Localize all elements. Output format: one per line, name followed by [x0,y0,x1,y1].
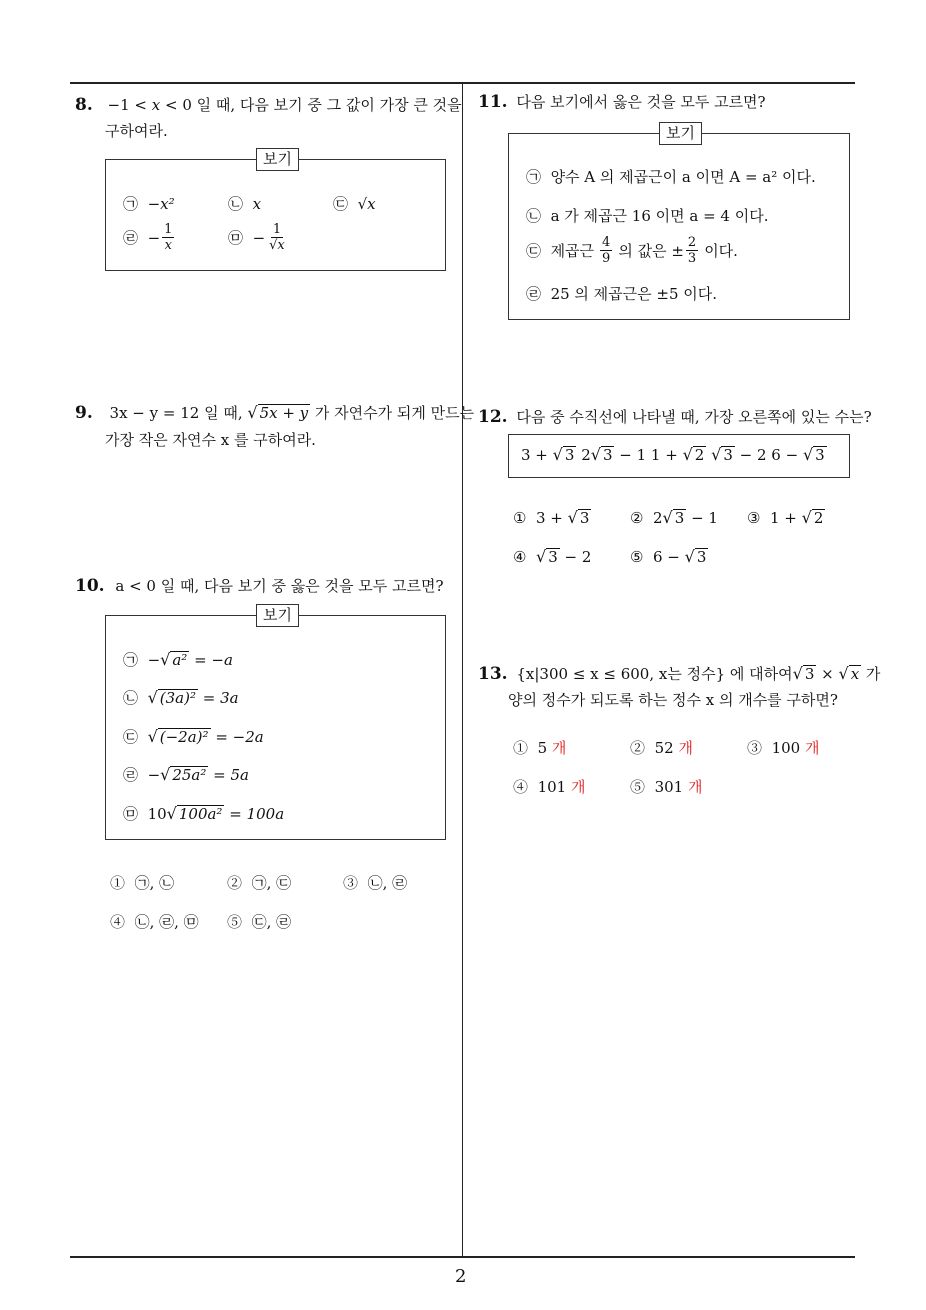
q12-choice-3[interactable]: ③ 1 + √ 2 [747,508,824,527]
q8-option-4: ㉣ − $\frac{1}{x}$ [123,222,173,253]
question-text: {x|300 ≤ x ≤ 600, x는 정수} 에 대하여 √ 3 × √ x 가 [516,664,881,683]
q13-choice-1[interactable]: ① 5 개 [513,739,567,757]
question-8-line2: 구하여라. [105,122,168,140]
q10-item-5: ㉤ 10 √ 100a² = 100a [123,804,285,823]
question-text: 3x − y = 12 일 때, √ 5x + y 가 자연수가 되게 만드는 [109,403,475,422]
column-divider [462,82,463,1257]
question-12 [478,405,872,430]
question-8 [75,93,462,118]
q10-choice-5[interactable]: ⑤ ㉢, ㉣ [227,913,292,931]
q13-choice-4[interactable]: ④ 101 개 [513,778,586,796]
question-number: 13. [478,664,508,684]
page-number: 2 [455,1266,467,1287]
q8-option-1: ㉠ −x² [123,195,175,213]
question-10 [75,574,444,599]
q12-choice-5[interactable]: ⑤ 6 − √ 3 [630,547,707,566]
question-text: 다음 보기에서 옳은 것을 모두 고르면? [516,93,766,111]
q10-choice-1[interactable]: ① ㉠, ㉡ [110,874,175,892]
q10-item-1: ㉠ − √ a² = −a [123,650,233,669]
q8-option-2: ㉡ x [228,195,262,213]
question-9 [75,401,474,426]
q10-item-2: ㉡ √ (3a)² = 3a [123,688,239,707]
q8-option-3: ㉢ √x [333,195,376,213]
question-text: −1 < x < 0 일 때, 다음 보기 중 그 값이 가장 큰 것을 [107,96,462,114]
question-13 [478,662,880,687]
square-root: √ 5x + y [247,403,309,422]
q10-choice-2[interactable]: ② ㉠, ㉢ [227,874,292,892]
question-number: 10. [75,576,105,596]
q11-item-2: ㉡ a 가 제곱근 16 이면 a = 4 이다. [526,207,769,225]
q11-item-3: ㉢ 제곱근 $\frac{4}{9}$ 의 값은 ± $\frac{2}{3}$ 이다. [526,235,738,266]
question-number: 8. [75,95,93,115]
fraction: $\frac{1}{x}$ [164,222,173,253]
q12-choice-1[interactable]: ① 3 + √ 3 [513,508,590,527]
bottom-rule [70,1256,855,1258]
q10-item-3: ㉢ √ (−2a)² = −2a [123,727,264,746]
q10-item-4: ㉣ − √ 25a² = 5a [123,765,249,784]
question-11 [478,90,766,115]
q8-box-label: 보기 [256,148,299,171]
question-number: 12. [478,407,508,427]
q8-option-5: ㉤ − $\frac{1}{√x}$ [228,222,285,253]
question-13-line2: 양의 정수가 되도록 하는 정수 x 의 개수를 구하면? [508,691,838,709]
question-text: a < 0 일 때, 다음 보기 중 옳은 것을 모두 고르면? [115,577,444,595]
fraction: $\frac{2}{3}$ [687,235,697,266]
q12-choice-2[interactable]: ② 2 √ 3 − 1 [630,508,718,527]
fraction: $\frac{1}{√x}$ [269,222,285,253]
q13-choice-5[interactable]: ⑤ 301 개 [630,778,703,796]
question-text: 다음 중 수직선에 나타낼 때, 가장 오른쪽에 있는 수는? [516,408,872,426]
q12-box-content: 3 + √ 3 2 √ 3 − 1 1 + √ 2 √ 3 − 2 6 − √ 3 [521,445,825,464]
question-number: 9. [75,403,93,423]
fraction: $\frac{4}{9}$ [602,235,611,266]
q11-item-4: ㉣ 25 의 제곱근은 ±5 이다. [526,285,718,303]
question-number: 11. [478,92,508,112]
q11-item-1: ㉠ 양수 A 의 제곱근이 a 이면 A = a² 이다. [526,168,816,186]
q8-example-box [105,159,446,271]
q12-choice-4[interactable]: ④ √ 3 − 2 [513,547,592,566]
q11-box-label: 보기 [659,122,702,145]
question-9-line2: 가장 작은 자연수 x 를 구하여라. [105,431,316,449]
q10-choice-3[interactable]: ③ ㉡, ㉣ [343,874,408,892]
q10-box-label: 보기 [256,604,299,627]
q13-choice-2[interactable]: ② 52 개 [630,739,693,757]
q13-choice-3[interactable]: ③ 100 개 [747,739,820,757]
q10-choice-4[interactable]: ④ ㉡, ㉣, ㉤ [110,913,199,931]
